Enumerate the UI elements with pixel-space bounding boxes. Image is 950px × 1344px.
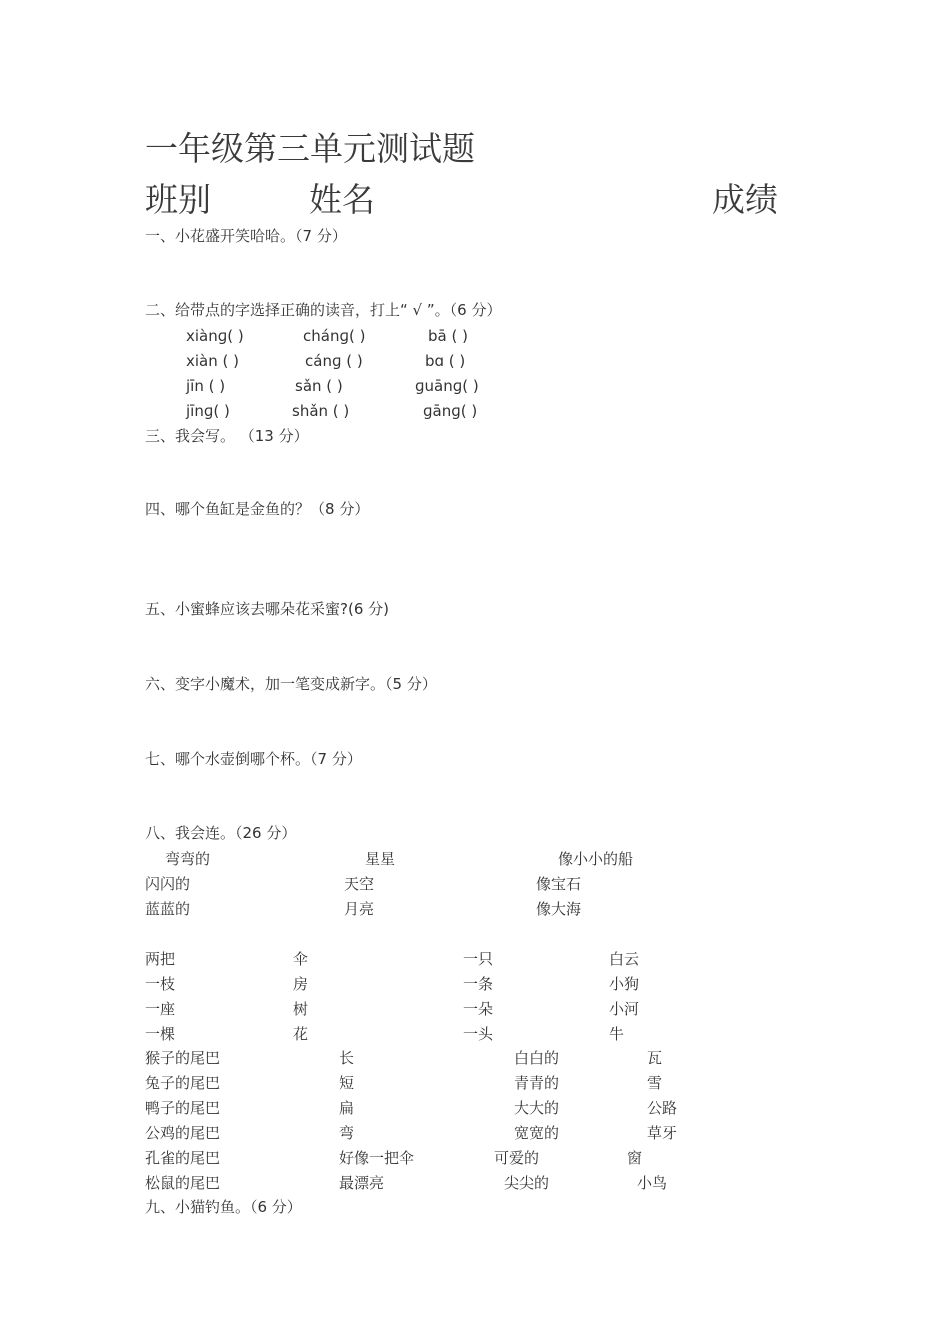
pinyin-option[interactable]: xiàn ( ) [186,352,239,370]
match-item[interactable]: 猴子的尾巴 [145,1049,221,1067]
score-label: 成绩 [712,180,778,219]
pinyin-option[interactable]: sǎn ( ) [295,377,343,395]
question-1: 一、小花盛开笑哈哈。（7 分） [145,227,347,245]
pinyin-option[interactable]: chánɡ( ) [303,327,366,345]
match-item[interactable]: 好像一把伞 [339,1149,415,1167]
match-item[interactable]: 像大海 [536,900,582,918]
question-7: 七、哪个水壶倒哪个杯。（7 分） [145,750,362,768]
match-item[interactable]: 长 [339,1049,355,1067]
question-6: 六、变字小魔术，加一笔变成新字。（5 分） [145,675,437,693]
match-item[interactable]: 鸭子的尾巴 [145,1099,221,1117]
pinyin-option[interactable]: xiànɡ( ) [186,327,244,345]
match-item[interactable]: 白云 [609,950,640,968]
match-item[interactable]: 公鸡的尾巴 [145,1124,221,1142]
pinyin-option[interactable]: shǎn ( ) [292,402,350,420]
match-item[interactable]: 一枝 [145,975,176,993]
match-item[interactable]: 小河 [609,1000,640,1018]
pinyin-option[interactable]: cánɡ ( ) [305,352,363,370]
match-item[interactable]: 天空 [344,875,375,893]
match-item[interactable]: 白白的 [514,1049,560,1067]
match-item[interactable]: 大大的 [514,1099,560,1117]
match-item[interactable]: 弯弯的 [165,850,211,868]
match-item[interactable]: 小狗 [609,975,640,993]
pinyin-option[interactable]: bɑ ( ) [425,352,466,370]
match-item[interactable]: 窗 [627,1149,643,1167]
match-item[interactable]: 孔雀的尾巴 [145,1149,221,1167]
match-item[interactable]: 花 [293,1025,309,1043]
question-9: 九、小猫钓鱼。（6 分） [145,1198,302,1216]
match-item[interactable]: 一头 [463,1025,494,1043]
question-5: 五、小蜜蜂应该去哪朵花采蜜?(6 分) [145,600,389,618]
question-3: 三、我会写。 （13 分） [145,427,309,445]
match-item[interactable]: 小鸟 [637,1174,668,1192]
page-title: 一年级第三单元测试题 [145,129,475,168]
pinyin-option[interactable]: jīn ( ) [186,377,226,395]
match-item[interactable]: 一只 [463,950,494,968]
match-item[interactable]: 弯 [339,1124,355,1142]
match-item[interactable]: 月亮 [344,900,375,918]
match-item[interactable]: 青青的 [514,1074,560,1092]
pinyin-option[interactable]: ɡuānɡ( ) [415,377,479,395]
match-item[interactable]: 可爱的 [494,1149,540,1167]
match-item[interactable]: 宽宽的 [514,1124,560,1142]
match-item[interactable]: 闪闪的 [145,875,191,893]
class-label: 班别 [145,180,211,219]
match-item[interactable]: 像宝石 [536,875,582,893]
question-4: 四、哪个鱼缸是金鱼的？（8 分） [145,500,370,518]
match-item[interactable]: 尖尖的 [504,1174,550,1192]
match-item[interactable]: 松鼠的尾巴 [145,1174,221,1192]
match-item[interactable]: 最漂亮 [339,1174,385,1192]
match-item[interactable]: 一棵 [145,1025,176,1043]
pinyin-option[interactable]: jīnɡ( ) [186,402,230,420]
match-item[interactable]: 一朵 [463,1000,494,1018]
match-item[interactable]: 房 [293,975,309,993]
match-item[interactable]: 草牙 [647,1124,678,1142]
match-item[interactable]: 一条 [463,975,494,993]
question-8: 八、我会连。（26 分） [145,824,297,842]
match-item[interactable]: 树 [293,1000,309,1018]
match-item[interactable]: 一座 [145,1000,176,1018]
match-item[interactable]: 牛 [609,1025,625,1043]
match-item[interactable]: 两把 [145,950,176,968]
match-item[interactable]: 兔子的尾巴 [145,1074,221,1092]
match-item[interactable]: 蓝蓝的 [145,900,191,918]
match-item[interactable]: 像小小的船 [558,850,634,868]
pinyin-option[interactable]: ɡānɡ( ) [423,402,478,420]
match-item[interactable]: 公路 [647,1099,678,1117]
match-item[interactable]: 星星 [365,850,396,868]
match-item[interactable]: 雪 [647,1074,663,1092]
pinyin-option[interactable]: bā ( ) [428,327,468,345]
match-item[interactable]: 瓦 [647,1049,663,1067]
question-2: 二、给带点的字选择正确的读音，打上“ √ ”。（6 分） [145,301,502,319]
match-item[interactable]: 伞 [293,950,309,968]
name-label: 姓名 [309,180,375,219]
match-item[interactable]: 短 [339,1074,355,1092]
match-item[interactable]: 扁 [339,1099,355,1117]
